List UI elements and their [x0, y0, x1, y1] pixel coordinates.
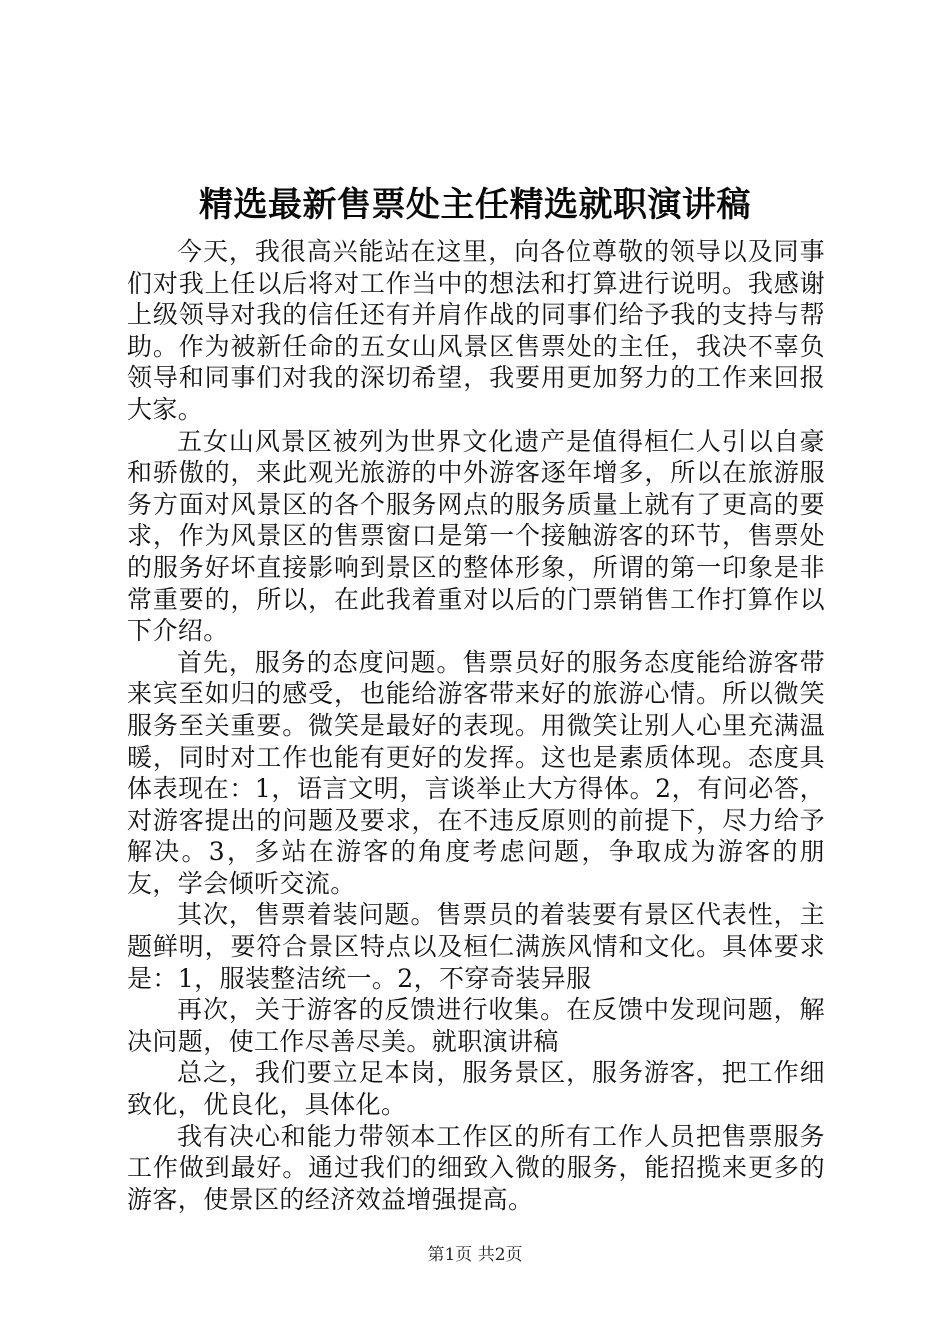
paragraph-3: 首先，服务的态度问题。售票员好的服务态度能给游客带来宾至如归的感受，也能给游客带来好的旅游心情。所以微笑服务至关重要。微笑是最好的表现。用微笑让别人心里充满温暖，同时对工作也能有更好的发挥。这也是素质体现。态度具体表现在：1，语言文明，言谈举止大方得体。2，有问必答，对游客提出的问题及要求，在不违反原则的前提下，尽力给予解决。3，多站在游客的角度考虑问题，争取成为游客的朋友，学会倾听交流。: [127, 647, 825, 898]
paragraph-4: 其次，售票着装问题。售票员的着装要有景区代表性，主题鲜明，要符合景区特点以及桓仁满族风情和文化。具体要求是：1，服装整洁统一。2，不穿奇装异服: [127, 900, 825, 993]
paragraph-1: 今天，我很高兴能站在这里，向各位尊敬的领导以及同事们对我上任以后将对工作当中的想法和打算进行说明。我感谢上级领导对我的信任还有并肩作战的同事们给予我的支持与帮助。作为被新任命的五女山风景区售票处的主任，我决不辜负领导和同事们对我的深切希望，我要用更加努力的工作来回报大家。: [127, 237, 825, 424]
page-footer: 第1页 共2页: [427, 1245, 523, 1265]
document-body: [127, 236, 825, 1215]
paragraph-5: 再次，关于游客的反馈进行收集。在反馈中发现问题，解决问题，使工作尽善尽美。就职演讲稿: [127, 995, 825, 1056]
paragraph-2: 五女山风景区被列为世界文化遗产是值得桓仁人引以自豪和骄傲的，来此观光旅游的中外游客逐年增多，所以在旅游服务方面对风景区的各个服务网点的服务质量上就有了更高的要求，作为风景区的售票窗口是第一个接触游客的环节，售票处的服务好坏直接影响到景区的整体形象，所谓的第一印象是非常重要的，所以，在此我着重对以后的门票销售工作打算作以下介绍。: [127, 426, 825, 646]
paragraph-6: 总之，我们要立足本岗，服务景区，服务游客，把工作细致化，优良化，具体化。: [127, 1058, 825, 1120]
paragraph-7: 我有决心和能力带领本工作区的所有工作人员把售票服务工作做到最好。通过我们的细致入微的服务，能招揽来更多的游客，使景区的经济效益增强提高。: [127, 1121, 825, 1214]
document-title: 精选最新售票处主任精选就职演讲稿: [199, 185, 751, 225]
